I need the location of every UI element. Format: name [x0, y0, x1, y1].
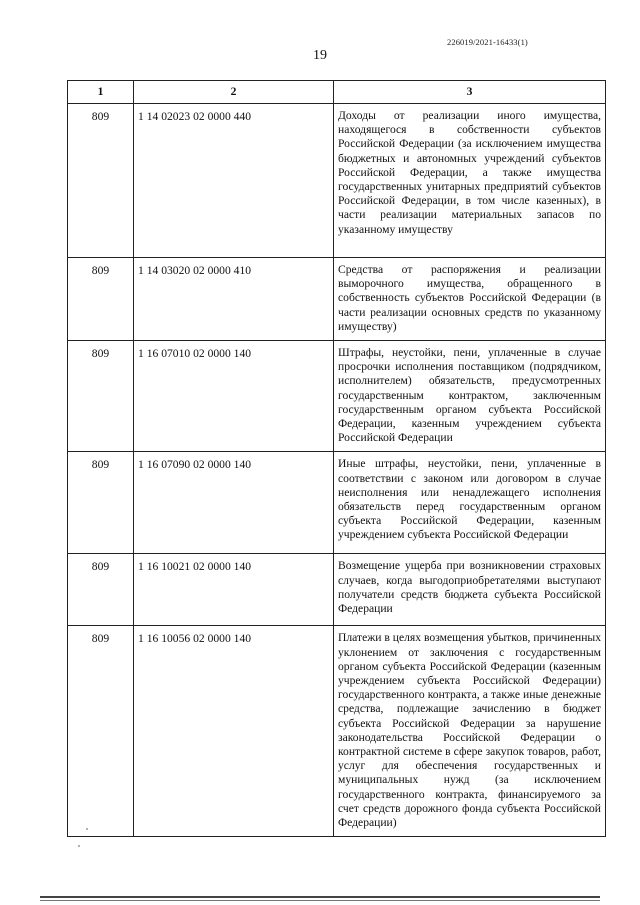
administrator-code-cell: 809 — [68, 258, 134, 341]
budget-codes-table — [67, 80, 606, 837]
revenue-description-cell: Возмещение ущерба при возникновении страховых случаев, когда выгодоприобретателями выступают получатели средств бюджета субъекта Российской Федерации — [334, 554, 606, 626]
budget-classification-code-cell: 1 16 10056 02 0000 140 — [134, 626, 334, 837]
administrator-code-cell: 809 — [68, 554, 134, 626]
administrator-code-cell: 809 — [68, 626, 134, 837]
table-header-row — [68, 81, 606, 104]
scan-speck — [86, 828, 88, 830]
table-row — [68, 554, 606, 626]
table-row — [68, 104, 606, 258]
scan-speck — [78, 845, 80, 847]
budget-classification-code-cell: 1 14 03020 02 0000 410 — [134, 258, 334, 341]
revenue-description-cell: Иные штрафы, неустойки, пени, уплаченные в соответствии с законом или договором в случае неисполнения или ненадлежащего исполнения обязательств перед государственным органом субъекта Российской Федерации, казенным учреждением субъекта Российской Федерации — [334, 452, 606, 554]
revenue-description-cell: Доходы от реализации иного имущества, находящегося в собственности субъектов Российской Федерации (за исключением имущества бюджетных и автономных учреждений субъектов Российской Федерации, а также имущества государственных унитарных предприятий субъектов Российской Федерации, в том числе казенных), в части реализации материальных запасов по указанному имуществу — [334, 104, 606, 258]
revenue-description-cell: Штрафы, неустойки, пени, уплаченные в случае просрочки исполнения поставщиком (подрядчиком, исполнителем) обязательств, предусмотренных государственным контрактом, заключенным государственным органом субъекта Российской Федерации, казенным учреждением субъекта Российской Федерации — [334, 341, 606, 452]
table-row — [68, 626, 606, 837]
budget-classification-code-cell: 1 14 02023 02 0000 440 — [134, 104, 334, 258]
administrator-code-cell: 809 — [68, 452, 134, 554]
column-header-1: 1 — [68, 81, 134, 104]
administrator-code-cell: 809 — [68, 341, 134, 452]
footer-rule-secondary — [40, 900, 600, 901]
table-row — [68, 341, 606, 452]
table-row — [68, 452, 606, 554]
budget-classification-code-cell: 1 16 07090 02 0000 140 — [134, 452, 334, 554]
revenue-description-cell: Платежи в целях возмещения убытков, причиненных уклонением от заключения с государственным органом субъекта Российской Федерации (казенным учреждением субъекта Российской Федерации) государственного контракта, а также иные денежные средства, подлежащие зачислению в бюджет субъекта Российской Федерации за нарушение законодательства Российской Федерации о контрактной системе в сфере закупок товаров, работ, услуг для обеспечения государственных и муниципальных нужд (за исключением государственного контракта, финансируемого за счет средств дорожного фонда субъекта Российской Федерации) — [334, 626, 606, 837]
page-number: 19 — [313, 48, 327, 63]
table-row — [68, 258, 606, 341]
budget-classification-code-cell: 1 16 07010 02 0000 140 — [134, 341, 334, 452]
administrator-code-cell: 809 — [68, 104, 134, 258]
revenue-description-cell: Средства от распоряжения и реализации выморочного имущества, обращенного в собственность субъектов Российской Федерации (в части реализации основных средств по указанному имуществу) — [334, 258, 606, 341]
document-registration-number: 226019/2021-16433(1) — [447, 37, 528, 47]
column-header-3: 3 — [334, 81, 606, 104]
budget-classification-code-cell: 1 16 10021 02 0000 140 — [134, 554, 334, 626]
column-header-2: 2 — [134, 81, 334, 104]
footer-rule — [40, 896, 600, 898]
